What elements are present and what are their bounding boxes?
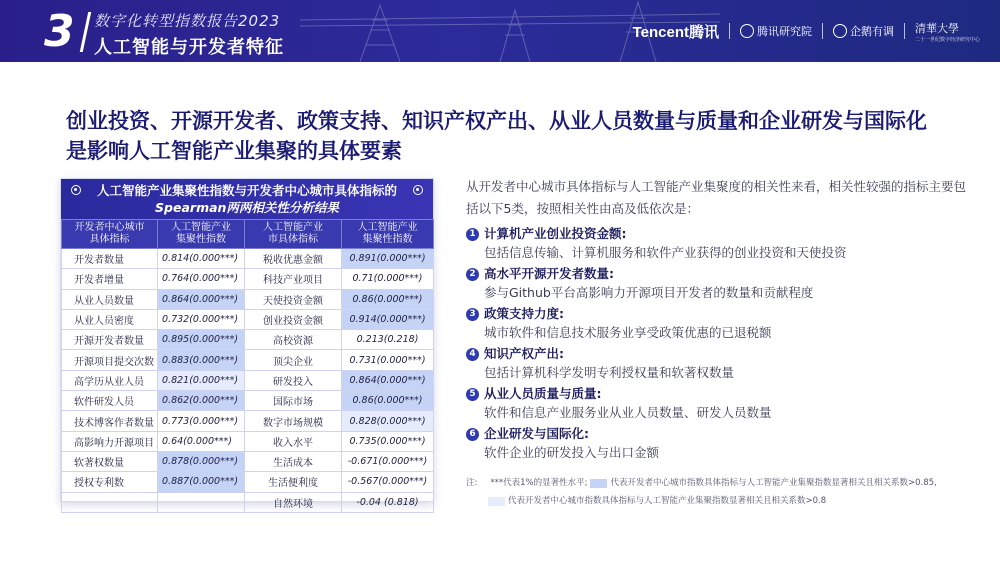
list-item [466,224,966,261]
factor-title: 政策支持力度: [484,306,564,321]
right-indicator-cell: 生活成本 [245,451,342,471]
factor-title: 高水平开源开发者数量: [484,266,614,281]
table-row [62,289,434,309]
right-indicator-cell: 生活便利度 [245,472,342,492]
factor-title: 从业人员质量与质量: [484,386,602,401]
factor-description: 软件和信息产业服务业从业人员数量、研发人员数量 [484,405,772,420]
table-row [62,411,434,431]
footnote-line [466,474,986,492]
left-value-cell: 0.883(0.000***) [158,350,245,370]
right-indicator-cell: 高校资源 [245,330,342,350]
list-item [466,424,966,461]
logo-divider [904,23,905,39]
tencent-research-label: 腾讯研究院 [756,25,812,38]
correlation-table [61,219,434,513]
left-indicator-cell: 开源项目提交次数 [62,350,158,370]
right-value-cell: -0.671(0.000***) [342,451,434,471]
light-highlight-swatch [488,497,505,506]
logo-divider [822,23,823,39]
number-badge-icon: 4 [466,348,479,361]
col-header-left-value: 人工智能产业 集聚性指数 [158,220,245,249]
table-row [62,350,434,370]
strong-highlight-note: 代表开发者中心城市指数具体指标与人工智能产业集聚指数显著相关且相关系数>0.85, [610,478,937,488]
left-value-cell: 0.814(0.000***) [158,249,245,269]
left-indicator-cell: 授权专利数 [62,472,158,492]
left-indicator-cell: 从业人员数量 [62,289,158,309]
left-indicator-cell: 高影响力开源项目 [62,431,158,451]
qq-survey-label: 企鹅有调 [849,25,894,38]
strong-highlight-swatch [590,479,607,488]
factor-description: 软件企业的研发投入与出口金额 [484,445,660,460]
footnotes [466,474,986,510]
left-indicator-cell: 软著权数量 [62,451,158,471]
chapter-title: 人工智能与开发者特征 [94,37,284,58]
right-value-cell: 0.213(0.218) [342,330,434,350]
right-indicator-cell: 自然环境 [245,492,342,512]
left-value-cell: 0.821(0.000***) [158,370,245,390]
left-indicator-cell: 高学历从业人员 [62,370,158,390]
table-row [62,391,434,411]
qq-survey-logo [833,23,894,39]
left-indicator-cell: 从业人员密度 [62,309,158,329]
factor-description: 包括信息传输、计算机服务和软件产业获得的创业投资和天使投资 [484,245,847,260]
list-item [466,304,966,341]
right-indicator-cell: 顶尖企业 [245,350,342,370]
list-item [466,344,966,381]
left-indicator-cell: 开源开发者数量 [62,330,158,350]
page-headline: 创业投资、开源开发者、政策支持、知识产权产出、从业人员数量与质量和企业研发与国际化是影响人工智能产业集聚的具体要素 [66,109,927,163]
right-value-cell: 0.891(0.000***) [342,249,434,269]
table-row [62,472,434,492]
right-indicator-cell: 数字市场规模 [245,411,342,431]
right-value-cell: 0.914(0.000***) [342,309,434,329]
left-value-cell: 0.895(0.000***) [158,330,245,350]
right-value-cell: -0.567(0.000***) [342,472,434,492]
logo-divider [729,23,730,39]
left-indicator-cell: 软件研发人员 [62,391,158,411]
left-indicator-cell: 开发者增量 [62,269,158,289]
right-value-cell: 0.86(0.000***) [342,391,434,411]
right-value-cell: -0.04 (0.818) [342,492,434,512]
tencent-logo: Tencent腾讯 [632,23,719,41]
factor-list [466,224,966,464]
col-header-left-indicator: 开发者中心城市 具体指标 [62,220,158,249]
right-indicator-cell: 税收优惠金额 [245,249,342,269]
factor-title: 计算机产业创业投资金额: [484,226,627,241]
table-row [62,330,434,350]
left-value-cell: 0.773(0.000***) [158,411,245,431]
number-badge-icon: 6 [466,428,479,441]
right-indicator-cell: 收入水平 [245,431,342,451]
chapter-divider [80,12,92,52]
factor-title: 知识产权产出: [484,346,564,361]
header-banner [0,0,1000,62]
left-value-cell: 0.64(0.000***) [158,431,245,451]
left-value-cell: 0.887(0.000***) [158,472,245,492]
table-title-line1: 人工智能产业集聚性指数与开发者中心城市具体指标的 [96,183,397,198]
right-indicator-cell: 天使投资金额 [245,289,342,309]
right-indicator-cell: 研发投入 [245,370,342,390]
list-item [466,264,966,301]
right-value-cell: 0.864(0.000***) [342,370,434,390]
right-value-cell: 0.71(0.000***) [342,269,434,289]
left-value-cell: 0.862(0.000***) [158,391,245,411]
factor-description: 参与Github平台高影响力开源项目开发者的数量和贡献程度 [484,285,814,300]
table-row [62,269,434,289]
penguin-icon [833,24,847,38]
left-value-cell: 0.878(0.000***) [158,451,245,471]
table-row [62,492,434,512]
note-prefix: 注: [466,478,478,488]
list-item [466,384,966,421]
number-badge-icon: 1 [466,228,479,241]
partner-logos [633,20,980,42]
table-title-line2: Spearman两两相关性分析结果 [155,200,339,215]
left-indicator-cell: 开发者数量 [62,249,158,269]
left-value-cell: 0.764(0.000***) [158,269,245,289]
table-row [62,431,434,451]
tsinghua-logo [915,20,980,43]
table-row [62,451,434,471]
col-header-right-value: 人工智能产业 集聚性指数 [342,220,434,249]
significance-note: ***代表1%的显著性水平; [490,478,588,488]
tencent-research-icon [740,24,754,38]
factor-title: 企业研发与国际化: [484,426,589,441]
chapter-number: 3 [44,6,75,57]
report-title: 数字化转型指数报告2023 [94,12,281,30]
number-badge-icon: 2 [466,268,479,281]
bullet-circle-icon [71,185,81,195]
table-row [62,249,434,269]
left-value-cell: 0.864(0.000***) [158,289,245,309]
correlation-table-panel [60,178,434,510]
right-indicator-cell: 创业投资金额 [245,309,342,329]
right-value-cell: 0.735(0.000***) [342,431,434,451]
left-value-cell: 0.732(0.000***) [158,309,245,329]
intro-paragraph: 从开发者中心城市具体指标与人工智能产业集聚度的相关性来看，相关性较强的指标主要包括以下5类，按照相关性由高及低依次是： [466,179,967,216]
right-value-cell: 0.828(0.000***) [342,411,434,431]
table-row [62,309,434,329]
tsinghua-sub-label: 二十一世纪数字经济研究中心 [914,36,980,43]
light-highlight-note: 代表开发者中心城市指数具体指标与人工智能产业集聚指数显著相关且相关系数>0.8 [508,496,827,506]
right-indicator-cell: 科技产业项目 [245,269,342,289]
footnote-line [466,492,986,510]
bullet-circle-icon [413,185,423,195]
table-title [61,179,433,219]
tsinghua-label: 清華大學 [914,21,959,35]
left-value-cell [158,492,245,512]
factor-description: 城市软件和信息技术服务业享受政策优惠的已退税额 [484,325,772,340]
table-row [62,370,434,390]
factor-description: 包括计算机科学发明专利授权量和软著权数量 [484,365,735,380]
left-indicator-cell [62,492,158,512]
table-header-row [62,220,434,249]
number-badge-icon: 3 [466,308,479,321]
number-badge-icon: 5 [466,388,479,401]
col-header-right-indicator: 人工智能产业 市具体指标 [245,220,342,249]
right-value-cell: 0.86(0.000***) [342,289,434,309]
left-indicator-cell: 技术博客作者数量 [62,411,158,431]
tencent-research-logo [740,23,812,39]
right-indicator-cell: 国际市场 [245,391,342,411]
right-value-cell: 0.731(0.000***) [342,350,434,370]
